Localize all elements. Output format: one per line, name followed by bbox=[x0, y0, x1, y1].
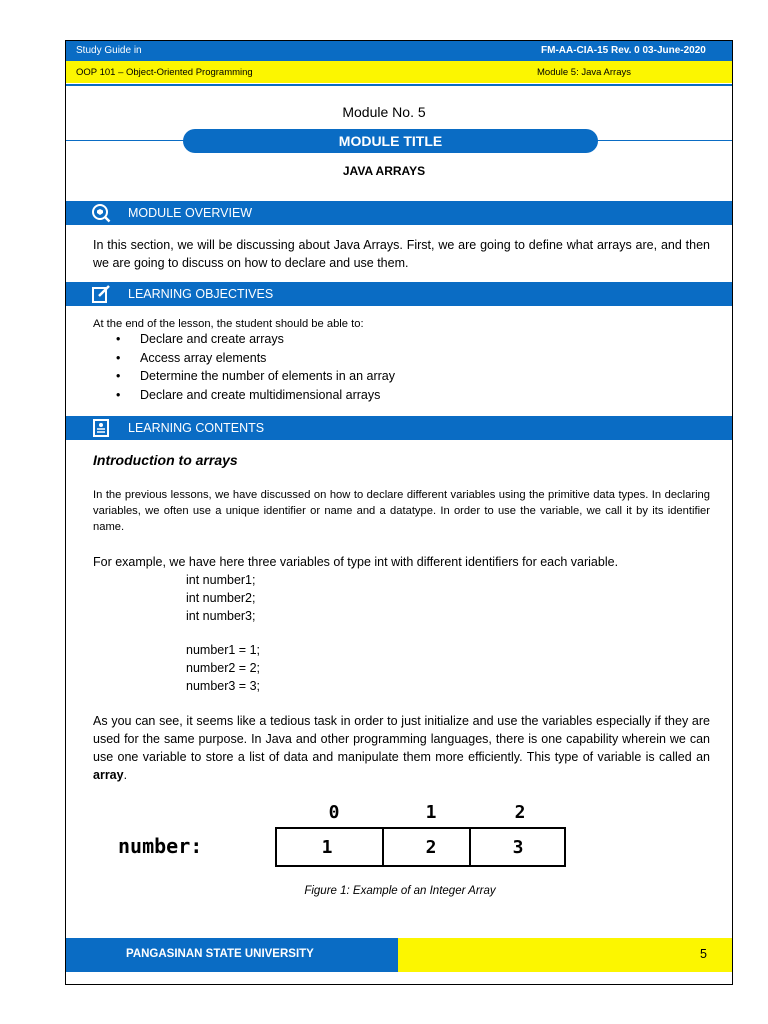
content-paragraph-3 bbox=[93, 712, 710, 784]
array-index-2: 2 bbox=[514, 802, 526, 823]
code-line: int number2; bbox=[186, 591, 256, 605]
footer-university-bar bbox=[66, 938, 398, 972]
document-icon bbox=[91, 418, 111, 438]
form-code: FM-AA-CIA-15 Rev. 0 03-June-2020 bbox=[541, 45, 706, 56]
module-reference: Module 5: Java Arrays bbox=[537, 67, 631, 78]
array-value-2: 3 bbox=[512, 837, 524, 858]
array-term: array bbox=[93, 768, 124, 782]
section-learning-objectives bbox=[66, 282, 732, 306]
section-label: LEARNING CONTENTS bbox=[128, 421, 265, 435]
objectives-intro: At the end of the lesson, the student should be able to: bbox=[93, 318, 364, 330]
code-line: number3 = 3; bbox=[186, 679, 261, 693]
module-number: Module No. 5 bbox=[342, 104, 426, 120]
page-number: 5 bbox=[700, 947, 707, 961]
code-line: number1 = 1; bbox=[186, 643, 261, 657]
list-item: • Declare and create arrays bbox=[93, 330, 395, 349]
university-name: PANGASINAN STATE UNIVERSITY bbox=[126, 948, 314, 960]
footer-page-bar bbox=[398, 938, 732, 972]
magnifier-icon bbox=[91, 203, 111, 223]
section-label: MODULE OVERVIEW bbox=[128, 206, 253, 220]
edit-icon bbox=[91, 284, 111, 304]
code-line: int number3; bbox=[186, 609, 256, 623]
array-name-label: number: bbox=[118, 834, 203, 858]
header-bar bbox=[66, 41, 732, 61]
study-guide-label: Study Guide in bbox=[76, 45, 142, 56]
section-learning-contents bbox=[66, 416, 732, 440]
course-bar bbox=[66, 61, 732, 83]
header-divider bbox=[66, 84, 732, 86]
array-figure bbox=[110, 798, 580, 874]
paragraph-end: . bbox=[123, 768, 128, 782]
code-line: number2 = 2; bbox=[186, 661, 261, 675]
content-paragraph-1: In the previous lessons, we have discussed on how to declare different variables using the primitive data types. In declaring variables, we often use a unique identifier or name and a datatype. In order to use the variable, we call it by its identifier name. bbox=[93, 489, 710, 533]
module-name: JAVA ARRAYS bbox=[342, 164, 426, 178]
module-title-pill: MODULE TITLE bbox=[183, 129, 598, 153]
array-value-0: 1 bbox=[321, 837, 333, 858]
figure-caption: Figure 1: Example of an Integer Array bbox=[304, 885, 496, 897]
overview-text: In this section, we will be discussing about Java Arrays. First, we are going to define what arrays are, and then we are going to discuss on how to declare and use them. bbox=[93, 238, 710, 270]
course-name: OOP 101 – Object-Oriented Programming bbox=[76, 67, 253, 78]
array-index-0: 0 bbox=[328, 802, 340, 823]
content-paragraph-2: For example, we have here three variables of type int with different identifiers for each variable. bbox=[93, 555, 619, 569]
list-item: • Declare and create multidimensional arrays bbox=[93, 386, 395, 405]
code-declarations bbox=[186, 571, 255, 625]
code-line: int number1; bbox=[186, 573, 256, 587]
content-heading: Introduction to arrays bbox=[93, 452, 238, 468]
objectives-list bbox=[93, 330, 395, 404]
section-module-overview bbox=[66, 201, 732, 225]
code-assignments bbox=[186, 641, 260, 695]
paragraph-text: As you can see, it seems like a tedious task in order to just initialize and use the variables especially if they are used for the same purpose. In Java and other programming languages, there is one capability wherein we can use one variable to store a list of data and manipulate them more efficiently. This type of variable is called an bbox=[93, 714, 710, 764]
array-value-1: 2 bbox=[425, 837, 437, 858]
list-item: • Access array elements bbox=[93, 349, 395, 368]
section-label: LEARNING OBJECTIVES bbox=[128, 287, 274, 301]
array-index-1: 1 bbox=[425, 802, 437, 823]
list-item: • Determine the number of elements in an array bbox=[93, 367, 395, 386]
